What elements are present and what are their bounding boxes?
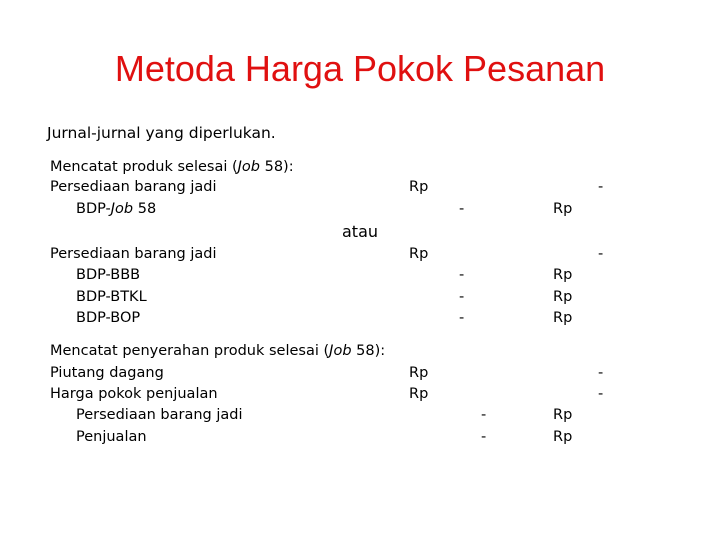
entry2-credit-currency: Rp <box>553 289 573 305</box>
entry2-debit-account: Persediaan barang jadi <box>50 246 217 262</box>
entry3-debit-currency: Rp <box>409 386 429 402</box>
entry1-debit-currency: Rp <box>409 179 429 195</box>
entry2-credit-account: BDP-BOP <box>76 310 141 326</box>
entry3-credit-amount: - <box>481 429 487 445</box>
entry1-debit-amount: - <box>598 179 604 195</box>
entry2-credit-currency: Rp <box>553 267 573 283</box>
entry3-debit-currency: Rp <box>409 365 429 381</box>
entry2-credit-account: BDP-BBB <box>76 267 141 283</box>
entry2-credit-account: BDP-BTKL <box>76 289 147 305</box>
slide-title: Metoda Harga Pokok Pesanan <box>114 48 606 89</box>
entry1-credit-amount: - <box>459 201 465 217</box>
entry3-debit-amount: - <box>598 365 604 381</box>
entry1-credit-currency: Rp <box>553 201 573 217</box>
entry2-credit-amount: - <box>459 289 465 305</box>
entry1-credit-account: BDP-Job 58 <box>76 201 157 217</box>
entry3-credit-account: Persediaan barang jadi <box>76 407 243 423</box>
or-label: atau <box>342 222 379 241</box>
entry3-debit-account: Piutang dagang <box>50 365 164 381</box>
entry3-credit-currency: Rp <box>553 407 573 423</box>
entry3-credit-account: Penjualan <box>76 429 147 445</box>
entry2-debit-amount: - <box>598 246 604 262</box>
entry2-credit-currency: Rp <box>553 310 573 326</box>
entry3-debit-account: Harga pokok penjualan <box>50 386 218 402</box>
entry3-credit-currency: Rp <box>553 429 573 445</box>
entry3-debit-amount: - <box>598 386 604 402</box>
entry1-debit-account: Persediaan barang jadi <box>50 179 217 195</box>
entry2-credit-amount: - <box>459 267 465 283</box>
section1-heading: Mencatat produk selesai (Job 58): <box>50 159 294 175</box>
entry2-credit-amount: - <box>459 310 465 326</box>
entry3-credit-amount: - <box>481 407 487 423</box>
slide-subtitle: Jurnal-jurnal yang diperlukan. <box>47 124 276 142</box>
section2-heading: Mencatat penyerahan produk selesai (Job 58): <box>50 343 386 359</box>
entry2-debit-currency: Rp <box>409 246 429 262</box>
